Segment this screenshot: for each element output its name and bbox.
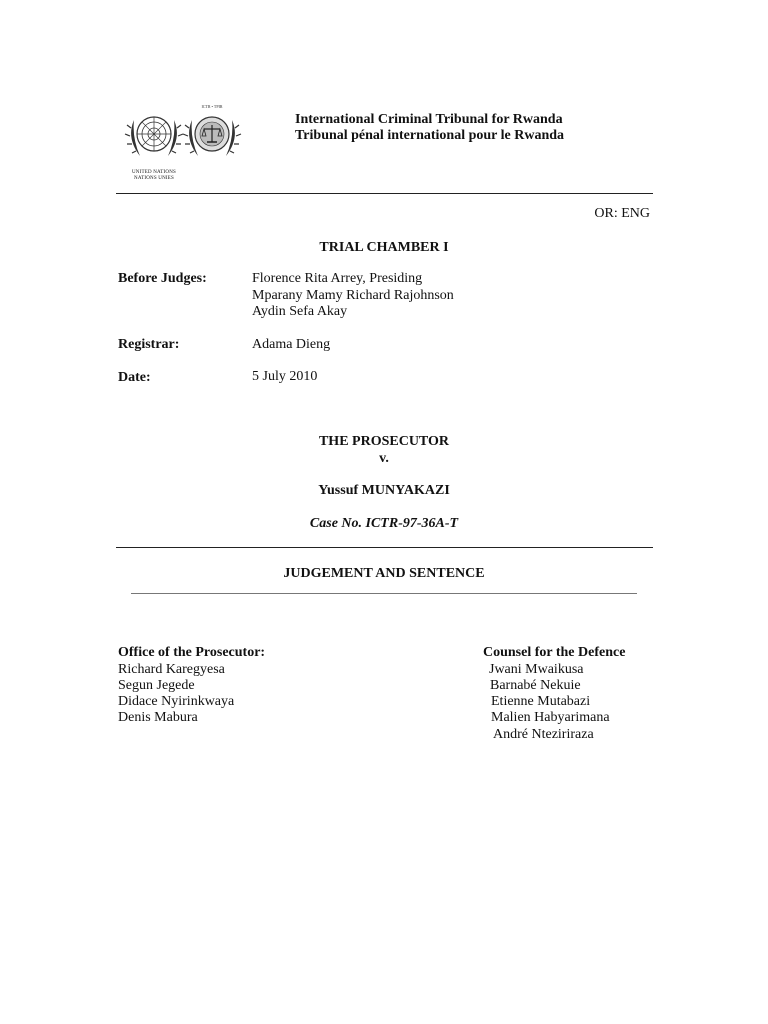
un-caption (118, 170, 190, 182)
accused-name: Yussuf MUNYAKAZI (318, 483, 450, 498)
defence-heading: Counsel for the Defence (483, 645, 626, 660)
date-value: 5 July 2010 (252, 369, 318, 384)
un-emblem-icon (125, 117, 183, 156)
prosecutor-title: THE PROSECUTOR (318, 434, 450, 449)
defence-member-1: Jwani Mwaikusa (489, 662, 584, 677)
case-number: Case No. ICTR-97-36A-T (309, 516, 459, 531)
judge-name-3: Aydin Sefa Akay (252, 304, 348, 319)
tribunal-title-en: International Criminal Tribunal for Rwanda (295, 112, 563, 127)
prosecution-heading: Office of the Prosecutor: (118, 645, 266, 660)
defence-member-2: Barnabé Nekuie (490, 678, 581, 693)
judges-label: Before Judges: (118, 271, 207, 286)
prosecution-member-4: Denis Mabura (118, 710, 198, 725)
judge-name-2: Mparany Mamy Richard Rajohnson (252, 288, 454, 303)
document-title: JUDGEMENT AND SENTENCE (283, 566, 485, 581)
chamber-heading: TRIAL CHAMBER I (319, 240, 449, 255)
date-label: Date: (118, 370, 151, 385)
tribunal-title-fr: Tribunal pénal international pour le Rwanda (295, 128, 565, 143)
original-language: OR: ENG (594, 206, 650, 221)
versus: v. (379, 451, 389, 466)
registrar-name: Adama Dieng (252, 337, 331, 352)
prosecution-member-1: Richard Karegyesa (118, 662, 225, 677)
title-underline (131, 593, 637, 594)
tribunal-title (295, 112, 564, 144)
registrar-label: Registrar: (118, 337, 180, 352)
un-emblem-and-ictr-seal-icon (118, 102, 248, 172)
defence-member-5: André Nteziriraza (493, 727, 594, 742)
un-caption-en: UNITED NATIONS (131, 170, 177, 175)
prosecution-member-3: Didace Nyirinkwaya (118, 694, 235, 709)
judge-name-1: Florence Rita Arrey, Presiding (252, 271, 423, 286)
case-divider (116, 547, 653, 548)
ictr-emblem-text: ICTR • TPIR (201, 104, 223, 109)
defence-member-3: Etienne Mutabazi (491, 694, 591, 709)
prosecution-member-2: Segun Jegede (118, 678, 195, 693)
ictr-seal-icon (183, 117, 241, 156)
defence-member-4: Malien Habyarimana (491, 710, 610, 725)
header-divider (116, 193, 653, 194)
un-caption-fr: NATIONS UNIES (134, 176, 174, 181)
